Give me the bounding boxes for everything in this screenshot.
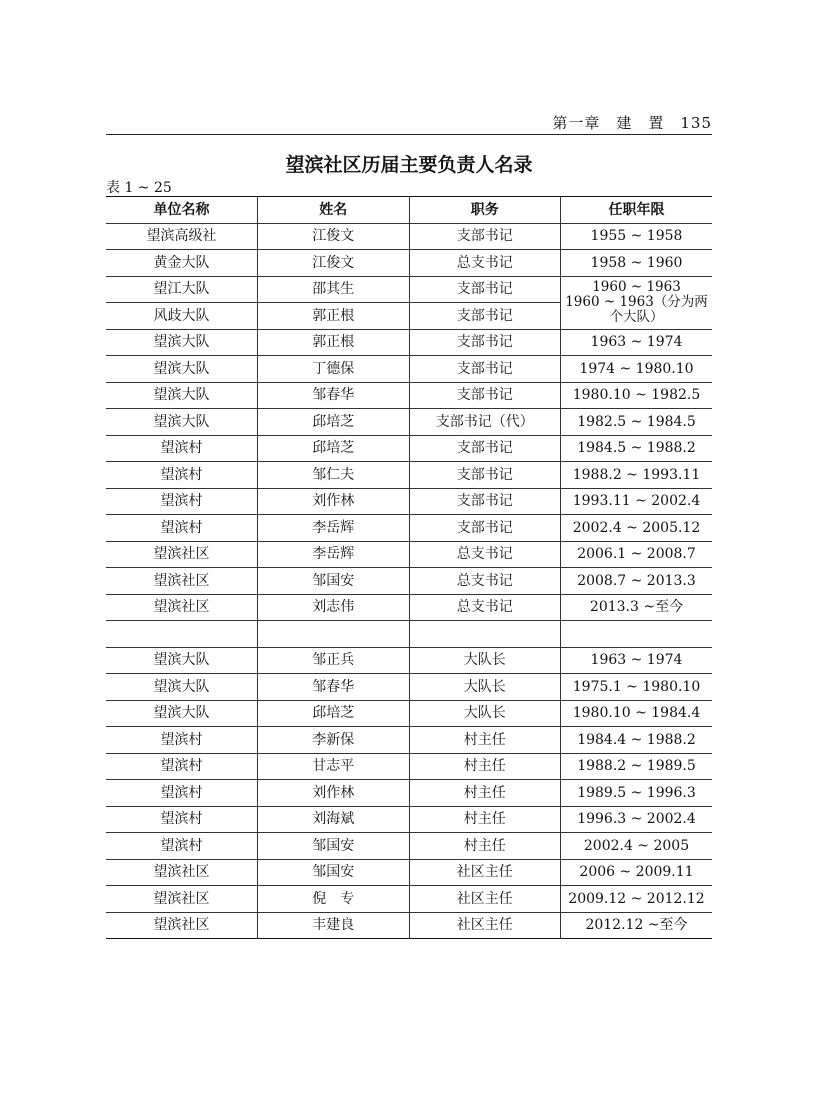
cell-name: 刘志伟	[258, 594, 410, 621]
cell-name: 郭正根	[258, 329, 410, 356]
cell-position: 支部书记	[409, 356, 561, 383]
cell-name: 江俊文	[258, 250, 410, 277]
cell-position: 社区主任	[409, 859, 561, 886]
header-position: 职务	[409, 197, 561, 224]
cell-unit: 望滨村	[106, 727, 258, 754]
cell-unit: 望滨社区	[106, 568, 258, 595]
table-row	[106, 700, 712, 727]
table-number: 表 1 ~ 25	[106, 180, 172, 196]
cell-name	[258, 621, 410, 648]
cell-unit: 望滨社区	[106, 541, 258, 568]
cell-term: 2006.1 ~ 2008.7	[561, 541, 713, 568]
cell-name: 李新保	[258, 727, 410, 754]
cell-position: 总支书记	[409, 541, 561, 568]
cell-term: 1975.1 ~ 1980.10	[561, 674, 713, 701]
table-header-row	[106, 197, 712, 224]
cell-term: 2002.4 ~ 2005	[561, 833, 713, 860]
header-term: 任职年限	[561, 197, 713, 224]
table-row	[106, 382, 712, 409]
cell-term: 2012.12 ~至今	[561, 912, 713, 939]
cell-name: 邱培芝	[258, 409, 410, 436]
cell-position: 支部书记	[409, 329, 561, 356]
cell-position: 支部书记	[409, 303, 561, 330]
table-row	[106, 329, 712, 356]
table-row	[106, 806, 712, 833]
cell-position: 支部书记	[409, 462, 561, 489]
table-row	[106, 223, 712, 250]
cell-position: 村主任	[409, 780, 561, 807]
cell-unit: 望滨高级社	[106, 223, 258, 250]
cell-unit: 望江大队	[106, 276, 258, 303]
running-head: 第一章 建 置 135	[552, 114, 712, 132]
cell-position: 村主任	[409, 833, 561, 860]
cell-name: 邹仁夫	[258, 462, 410, 489]
cell-term: 2002.4 ~ 2005.12	[561, 515, 713, 542]
cell-term: 1988.2 ~ 1989.5	[561, 753, 713, 780]
cell-unit: 望滨大队	[106, 329, 258, 356]
cell-position: 大队长	[409, 647, 561, 674]
table-row	[106, 515, 712, 542]
cell-name: 邱培芝	[258, 700, 410, 727]
cell-term: 1988.2 ~ 1993.11	[561, 462, 713, 489]
table-row	[106, 409, 712, 436]
cell-unit: 望滨大队	[106, 356, 258, 383]
cell-unit: 望滨村	[106, 780, 258, 807]
cell-term: 2008.7 ~ 2013.3	[561, 568, 713, 595]
cell-position	[409, 621, 561, 648]
cell-term: 2006 ~ 2009.11	[561, 859, 713, 886]
cell-unit: 望滨村	[106, 753, 258, 780]
cell-unit	[106, 621, 258, 648]
cell-term: 1980.10 ~ 1984.4	[561, 700, 713, 727]
header-rule	[106, 134, 712, 135]
cell-unit: 望滨社区	[106, 912, 258, 939]
cell-position: 总支书记	[409, 594, 561, 621]
cell-term: 1980.10 ~ 1982.5	[561, 382, 713, 409]
table-row	[106, 435, 712, 462]
cell-term-merged	[561, 276, 713, 329]
cell-position: 社区主任	[409, 912, 561, 939]
cell-unit: 望滨大队	[106, 382, 258, 409]
cell-term: 1958 ~ 1960	[561, 250, 713, 277]
cell-name: 邱培芝	[258, 435, 410, 462]
cell-name: 丁德保	[258, 356, 410, 383]
cell-position: 支部书记	[409, 223, 561, 250]
cell-name: 刘作林	[258, 488, 410, 515]
cell-name: 邹正兵	[258, 647, 410, 674]
cell-unit: 望滨社区	[106, 859, 258, 886]
cell-position: 总支书记	[409, 568, 561, 595]
cell-position: 支部书记（代）	[409, 409, 561, 436]
header-unit: 单位名称	[106, 197, 258, 224]
cell-position: 总支书记	[409, 250, 561, 277]
cell-term: 1963 ~ 1974	[561, 329, 713, 356]
cell-position: 支部书记	[409, 488, 561, 515]
cell-term: 1984.4 ~ 1988.2	[561, 727, 713, 754]
cell-position: 村主任	[409, 753, 561, 780]
cell-position: 支部书记	[409, 435, 561, 462]
cell-name: 邵其生	[258, 276, 410, 303]
leaders-table	[106, 196, 712, 939]
cell-unit: 望滨大队	[106, 674, 258, 701]
cell-name: 邹国安	[258, 833, 410, 860]
cell-unit: 望滨村	[106, 806, 258, 833]
table-row-empty	[106, 621, 712, 648]
cell-unit: 望滨大队	[106, 647, 258, 674]
cell-unit: 望滨村	[106, 435, 258, 462]
cell-unit: 望滨村	[106, 462, 258, 489]
cell-term: 1963 ~ 1974	[561, 647, 713, 674]
cell-term: 1982.5 ~ 1984.5	[561, 409, 713, 436]
table-row	[106, 647, 712, 674]
cell-term: 2009.12 ~ 2012.12	[561, 886, 713, 913]
cell-position: 大队长	[409, 674, 561, 701]
table-row	[106, 488, 712, 515]
cell-unit: 风歧大队	[106, 303, 258, 330]
table-row	[106, 462, 712, 489]
table-row	[106, 780, 712, 807]
table-row	[106, 568, 712, 595]
cell-name: 丰建良	[258, 912, 410, 939]
cell-unit: 望滨村	[106, 488, 258, 515]
cell-position: 支部书记	[409, 276, 561, 303]
cell-name: 郭正根	[258, 303, 410, 330]
term-line: 1960 ~ 1963	[592, 279, 681, 295]
cell-unit: 望滨大队	[106, 700, 258, 727]
cell-unit: 望滨大队	[106, 409, 258, 436]
cell-name: 李岳辉	[258, 541, 410, 568]
cell-name: 邹春华	[258, 674, 410, 701]
cell-term: 1974 ~ 1980.10	[561, 356, 713, 383]
table-row	[106, 356, 712, 383]
cell-unit: 望滨村	[106, 833, 258, 860]
cell-term: 1996.3 ~ 2002.4	[561, 806, 713, 833]
table-row	[106, 594, 712, 621]
cell-position: 支部书记	[409, 515, 561, 542]
cell-name: 倪 专	[258, 886, 410, 913]
table-row	[106, 674, 712, 701]
cell-name: 江俊文	[258, 223, 410, 250]
cell-term: 1993.11 ~ 2002.4	[561, 488, 713, 515]
term-line: 1960 ~ 1963（分为两个大队）	[565, 294, 708, 325]
cell-name: 刘海斌	[258, 806, 410, 833]
table-row	[106, 912, 712, 939]
cell-term: 2013.3 ~至今	[561, 594, 713, 621]
cell-position: 支部书记	[409, 382, 561, 409]
cell-name: 邹国安	[258, 568, 410, 595]
cell-name: 李岳辉	[258, 515, 410, 542]
page-title: 望滨社区历届主要负责人名录	[285, 154, 533, 176]
table-row	[106, 833, 712, 860]
cell-name: 邹春华	[258, 382, 410, 409]
cell-position: 村主任	[409, 727, 561, 754]
cell-term	[561, 621, 713, 648]
table-row	[106, 541, 712, 568]
cell-name: 甘志平	[258, 753, 410, 780]
cell-position: 大队长	[409, 700, 561, 727]
table-row	[106, 859, 712, 886]
cell-term: 1955 ~ 1958	[561, 223, 713, 250]
cell-unit: 望滨村	[106, 515, 258, 542]
table-row	[106, 727, 712, 754]
cell-unit: 黄金大队	[106, 250, 258, 277]
table-row	[106, 753, 712, 780]
cell-unit: 望滨社区	[106, 886, 258, 913]
table-row	[106, 886, 712, 913]
cell-position: 村主任	[409, 806, 561, 833]
cell-position: 社区主任	[409, 886, 561, 913]
cell-unit: 望滨社区	[106, 594, 258, 621]
cell-name: 邹国安	[258, 859, 410, 886]
cell-name: 刘作林	[258, 780, 410, 807]
table-row	[106, 276, 712, 303]
cell-term: 1984.5 ~ 1988.2	[561, 435, 713, 462]
table-row	[106, 250, 712, 277]
header-name: 姓名	[258, 197, 410, 224]
cell-term: 1989.5 ~ 1996.3	[561, 780, 713, 807]
